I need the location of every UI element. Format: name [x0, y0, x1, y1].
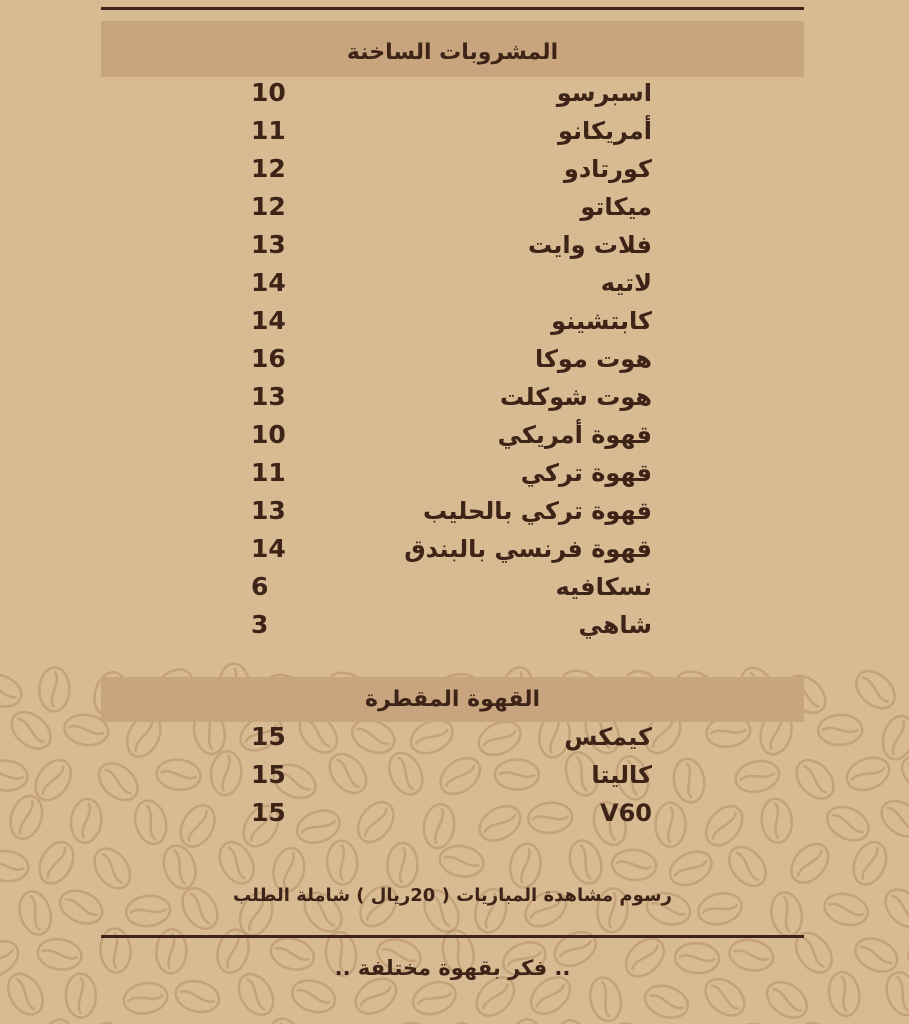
item-price: 6 [251, 572, 269, 601]
section-header-hot-drinks [101, 21, 804, 77]
item-price: 12 [251, 154, 286, 183]
coffee-bean-icon [849, 664, 902, 716]
menu-item [101, 756, 804, 794]
item-price: 14 [251, 268, 286, 297]
item-price: 12 [251, 192, 286, 221]
item-name: هوت شوكلت [500, 383, 652, 411]
menu-item [101, 188, 804, 226]
item-price: 15 [251, 722, 286, 751]
item-name: كورتادو [563, 155, 652, 183]
coffee-bean-icon [55, 884, 107, 929]
coffee-bean-icon [897, 1011, 909, 1024]
coffee-bean-icon [896, 749, 909, 798]
item-price: 11 [251, 116, 286, 145]
item-price: 15 [251, 798, 286, 827]
item-price: 11 [251, 458, 286, 487]
coffee-bean-icon [875, 794, 909, 844]
drip-coffee-list [101, 718, 804, 832]
coffee-bean-icon [40, 1018, 76, 1024]
item-name: نسكافيه [555, 573, 652, 601]
item-name: فلات وايت [528, 231, 652, 259]
menu-item [101, 416, 804, 454]
coffee-bean-icon [821, 889, 871, 929]
menu-item [101, 530, 804, 568]
menu-item [101, 378, 804, 416]
coffee-bean-icon [69, 797, 104, 844]
item-name: قهوة تركي [520, 459, 652, 487]
section-title-drip-coffee: القهوة المقطرة [364, 687, 541, 712]
menu-item [101, 718, 804, 756]
section-header-drip-coffee [101, 677, 804, 722]
coffee-bean-icon [878, 882, 909, 934]
menu-card [101, 0, 804, 1024]
coffee-bean-icon [1, 968, 50, 1021]
item-price: 13 [251, 230, 286, 259]
coffee-bean-icon [842, 752, 894, 796]
coffee-bean-icon [5, 792, 47, 843]
item-name: قهوة تركي بالحليب [423, 497, 652, 525]
menu-item [101, 264, 804, 302]
coffee-bean-icon [36, 936, 84, 973]
coffee-bean-icon [881, 968, 909, 1019]
coffee-bean-icon [15, 888, 56, 939]
item-name: ميكاتو [580, 193, 652, 221]
section-title-hot-drinks: المشروبات الساخنة [346, 40, 559, 65]
coffee-bean-icon [903, 663, 909, 715]
item-name: كيمكس [564, 723, 652, 751]
coffee-bean-icon [0, 934, 25, 983]
item-price: 10 [251, 78, 286, 107]
menu-item [101, 568, 804, 606]
item-name: قهوة فرنسي بالبندق [404, 535, 652, 563]
coffee-bean-icon [5, 705, 58, 756]
item-name: هوت موكا [534, 345, 652, 373]
item-name: شاهي [578, 611, 652, 639]
coffee-bean-icon [65, 973, 96, 1018]
item-price: 13 [251, 496, 286, 525]
menu-item [101, 302, 804, 340]
coffee-bean-icon [28, 753, 78, 806]
item-price: 3 [251, 610, 269, 639]
coffee-bean-icon [0, 849, 30, 883]
coffee-bean-icon [39, 667, 70, 712]
menu-item [101, 606, 804, 644]
match-viewing-fee-note: رسوم مشاهدة المباريات ( 20ريال ) شاملة الطلب [233, 885, 672, 906]
item-price: 10 [251, 420, 286, 449]
coffee-bean-icon [850, 932, 903, 978]
item-price: 14 [251, 534, 286, 563]
item-price: 14 [251, 306, 286, 335]
coffee-bean-icon [0, 669, 26, 712]
menu-item [101, 340, 804, 378]
item-name: قهوة أمريكي [497, 421, 652, 449]
top-divider [101, 7, 804, 10]
menu-item [101, 112, 804, 150]
coffee-bean-icon [821, 800, 874, 847]
coffee-bean-icon [818, 714, 863, 746]
item-price: 15 [251, 760, 286, 789]
coffee-bean-icon [847, 837, 892, 889]
item-price: 16 [251, 344, 286, 373]
menu-item [101, 454, 804, 492]
item-name: لاتيه [600, 269, 652, 297]
menu-item [101, 794, 804, 832]
coffee-bean-icon [878, 713, 909, 763]
item-name: أمريكانو [557, 117, 652, 145]
item-price: 13 [251, 382, 286, 411]
menu-item [101, 492, 804, 530]
bottom-divider [101, 935, 804, 938]
slogan: .. فكر بقهوة مختلفة .. [334, 956, 571, 980]
item-name: اسبرسو [556, 79, 652, 107]
menu-item [101, 226, 804, 264]
item-name: V60 [600, 799, 652, 827]
coffee-bean-icon [826, 970, 863, 1018]
hot-drinks-list [101, 74, 804, 644]
item-name: كابتشينو [551, 307, 652, 335]
menu-item [101, 150, 804, 188]
item-name: كاليتا [591, 761, 652, 789]
coffee-bean-icon [33, 836, 80, 889]
menu-item [101, 74, 804, 112]
coffee-bean-icon [0, 759, 28, 792]
